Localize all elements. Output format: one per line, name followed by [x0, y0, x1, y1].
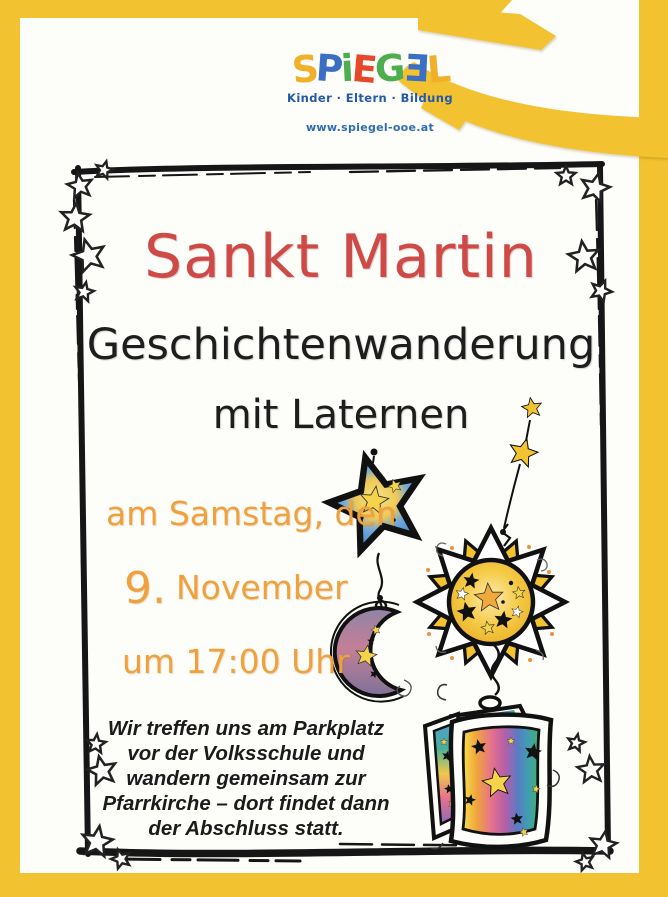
logo-letter: i: [340, 46, 354, 91]
logo-letter: L: [425, 47, 451, 92]
info-line-3: wandern gemeinsam zur: [126, 767, 366, 790]
time-line: um 17:00 Uhr: [122, 642, 350, 681]
logo-letter: G: [373, 46, 406, 91]
logo-letter: Ǝ: [402, 46, 429, 91]
logo-website: www.spiegel-ooe.at: [305, 121, 435, 134]
date-line: [124, 563, 348, 614]
date-month: November: [175, 568, 348, 607]
logo-letter: E: [350, 47, 377, 92]
poster-title: Sankt Martin: [144, 222, 538, 292]
info-line-1: Wir treffen uns am Parkplatz: [107, 717, 385, 740]
logo-letter: P: [314, 46, 343, 91]
subtitle-line2: mit Laternen: [212, 392, 470, 438]
date-weekday-line: am Samstag, den: [106, 494, 397, 533]
subtitle-line1: Geschichtenwanderung: [86, 320, 596, 370]
logo-tagline: Kinder · Eltern · Bildung: [287, 91, 453, 105]
lantern-ornament-icon: [425, 685, 559, 849]
logo-letter: S: [289, 46, 319, 93]
info-line-4: Pfarrkirche – dort findet dann: [102, 792, 390, 815]
info-line-2: vor der Volksschule und: [127, 742, 365, 765]
info-line-5: der Abschluss statt.: [148, 817, 344, 840]
sun-ornament-icon: [405, 396, 577, 695]
info-text: [96, 716, 396, 841]
date-day: 9.: [124, 563, 166, 614]
